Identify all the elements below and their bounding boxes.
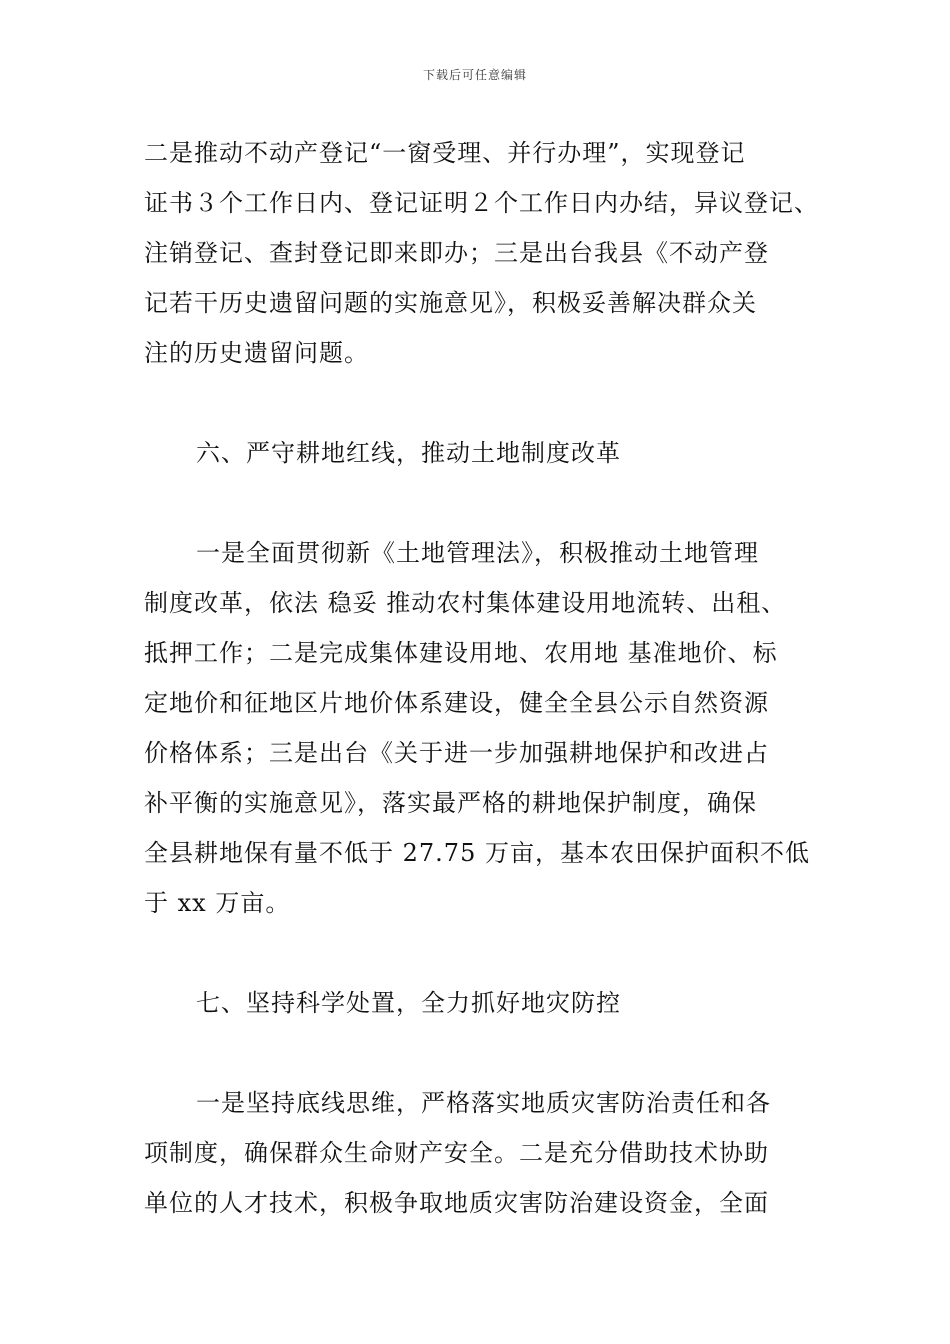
paragraph-line: 制度改革，依法 稳妥 推动农村集体建设用地流转、出租、 [144,589,787,617]
paragraph-line: 价格体系；三是出台《关于进一步加强耕地保护和改进占 [144,739,769,767]
paragraph-line: 抵押工作；二是完成集体建设用地、农用地 基准地价、标 [144,639,778,667]
paragraph-line: 注的历史遗留问题。 [144,339,369,367]
paragraph-line: 二是推动不动产登记“一窗受理、并行办理”，实现登记 [144,139,746,167]
paragraph-line: 补平衡的实施意见》，落实最严格的耕地保护制度，确保 [144,789,757,817]
section-heading-7: 七、坚持科学处置，全力抓好地灾防控 [196,989,621,1017]
paragraph-line: 全县耕地保有量不低于 27.75 万亩，基本农田保护面积不低 [144,839,810,867]
section-heading-6: 六、严守耕地红线，推动土地制度改革 [196,439,621,467]
paragraph-line: 证书３个工作日内、登记证明２个工作日内办结，异议登记、 [144,189,819,217]
spacer [144,928,808,978]
spacer [144,378,808,428]
document-body [144,128,819,1228]
spacer [144,478,808,528]
paragraph-line: 单位的人才技术，积极争取地质灾害防治建设资金，全面 [144,1189,769,1217]
paragraph-land-reform [144,528,808,928]
paragraph-line: 于 xx 万亩。 [144,889,291,917]
paragraph-line: 定地价和征地区片地价体系建设，健全全县公示自然资源 [144,689,769,717]
spacer [144,1028,808,1078]
paragraph-line: 一是坚持底线思维，严格落实地质灾害防治责任和各 [196,1089,771,1117]
paragraph-line: 注销登记、查封登记即来即办；三是出台我县《不动产登 [144,239,769,267]
paragraph-disaster-control [144,1078,808,1228]
paragraph-line: 项制度，确保群众生命财产安全。二是充分借助技术协助 [144,1139,769,1167]
paragraph-line: 一是全面贯彻新《土地管理法》，积极推动土地管理 [196,539,759,567]
paragraph-registration [144,128,819,378]
page-header: 下载后可任意编辑 [422,68,527,82]
paragraph-line: 记若干历史遗留问题的实施意见》，积极妥善解决群众关 [144,289,757,317]
